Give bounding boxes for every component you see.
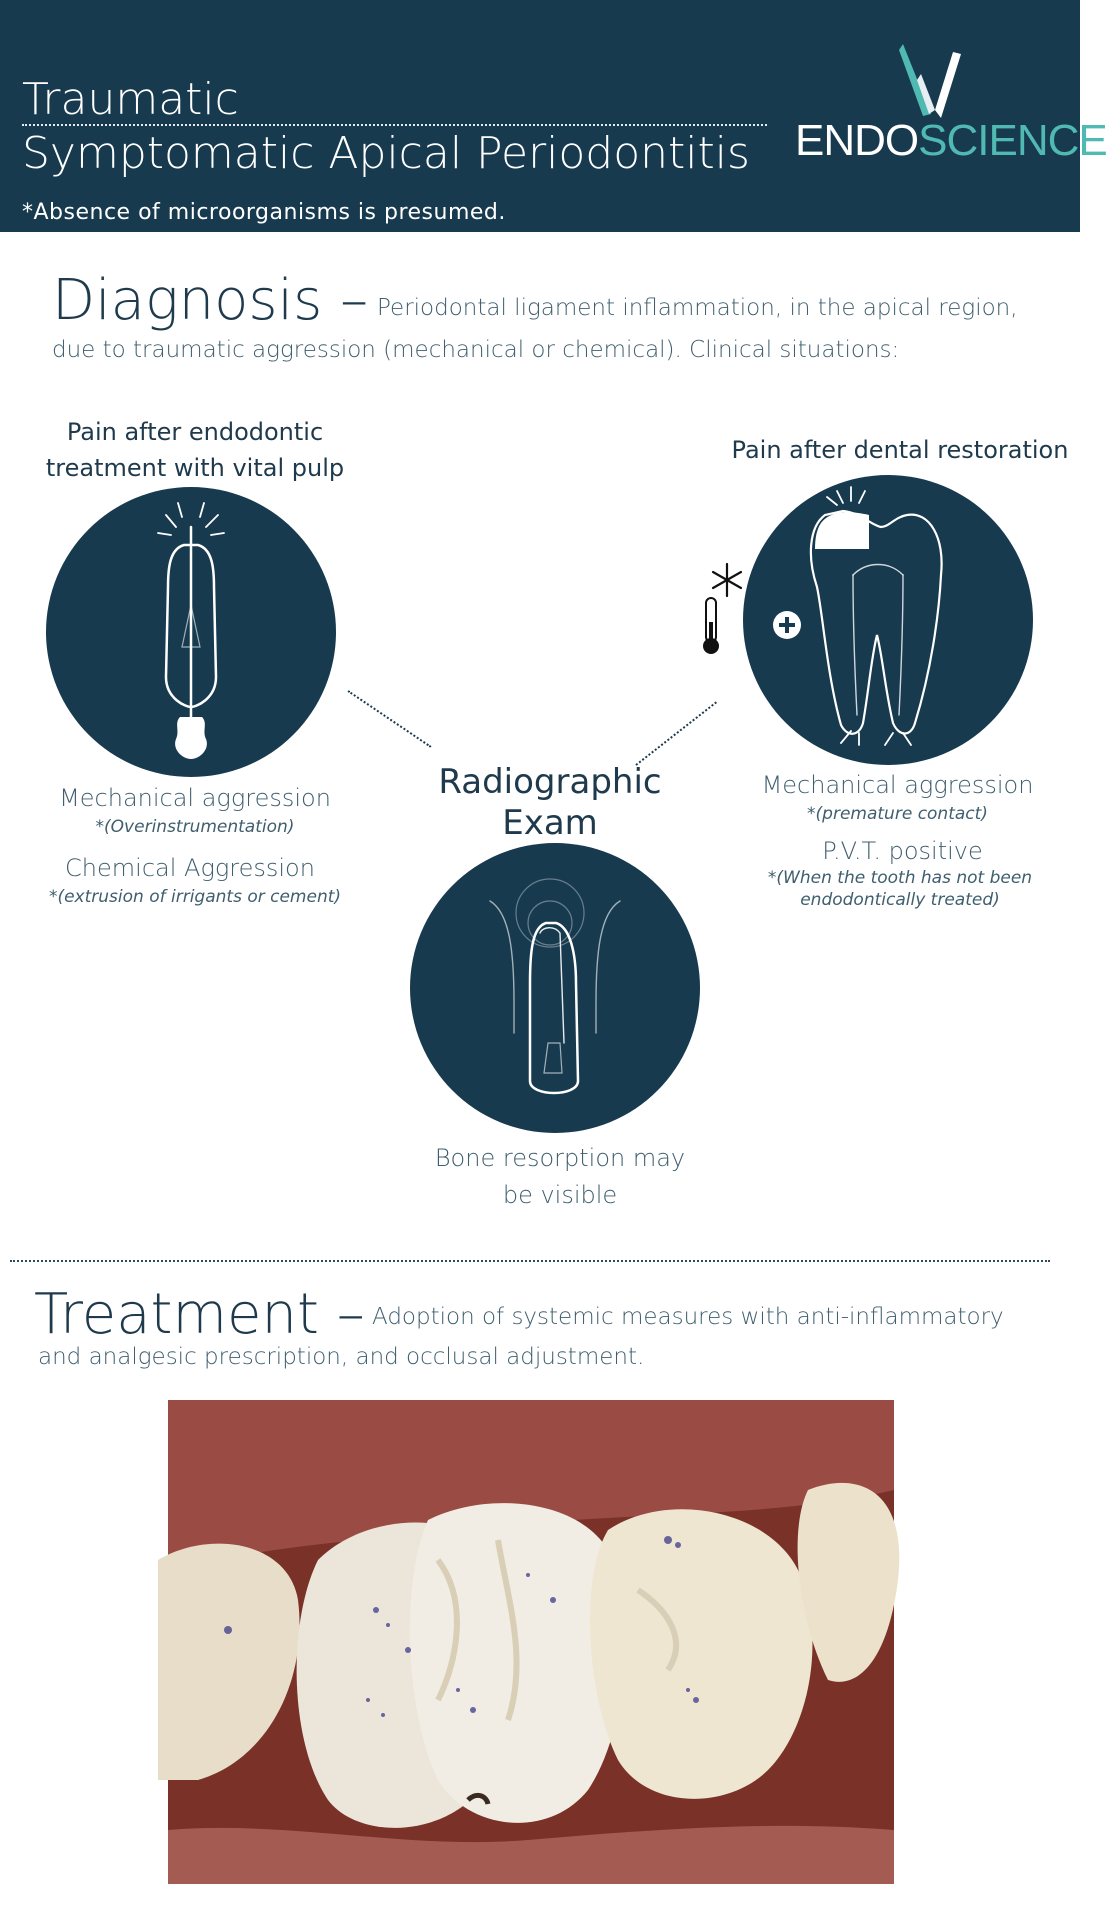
right-label-mechanical: Mechanical aggression: [761, 771, 1034, 799]
right-case-circle: [743, 475, 1033, 765]
clinical-photo: [168, 1400, 894, 1884]
thermometer-snowflake-group: [695, 560, 735, 660]
left-note-extrusion: *(extrusion of irrigants or cement): [48, 887, 342, 907]
logo-wordmark: [795, 116, 1107, 166]
right-note-line2: endodontically treated): [800, 889, 1000, 910]
left-label-mechanical: Mechanical aggression: [59, 784, 331, 812]
left-heading-line1: Pain after endodontic: [66, 418, 324, 446]
radiographic-caption: [420, 1140, 700, 1214]
radiographic-title-line1: Radiographic: [438, 762, 662, 802]
tooth-with-file-icon: [46, 487, 336, 777]
diagnosis-lead: Periodontal ligament inflammation, in the apical region,: [377, 295, 1018, 321]
right-case-heading: Pain after dental restoration: [731, 436, 1069, 464]
snowflake-icon: [713, 564, 741, 596]
diagnosis-continuation: due to traumatic aggression (mechanical or chemical). Clinical situations:: [52, 337, 900, 363]
occlusal-teeth-photo-illustration: [168, 1400, 894, 1884]
radiographic-caption-line1: Bone resorption may: [434, 1144, 686, 1172]
radiographic-title-line2: Exam: [502, 803, 598, 844]
header-banner: [0, 0, 1107, 232]
connector-right: [635, 701, 717, 765]
header-note: *Absence of microorganisms is presumed.: [22, 200, 506, 225]
plus-icon: [773, 611, 801, 639]
left-case-circle: [46, 487, 336, 777]
page-title-line1: Traumatic: [22, 74, 239, 125]
restored-molar-icon: [743, 475, 1033, 765]
treatment-lead: Adoption of systemic measures with anti-inflammatory: [372, 1304, 1004, 1330]
treatment-continuation: and analgesic prescription, and occlusal adjustment.: [38, 1344, 645, 1370]
treatment-title: Treatment –: [34, 1282, 365, 1347]
logo-part-endo: ENDO: [795, 116, 919, 165]
left-label-chemical: Chemical Aggression: [65, 854, 315, 882]
diagnosis-title: Diagnosis –: [52, 268, 369, 333]
right-note-pvt: [740, 868, 1060, 912]
radiographic-caption-line2: be visible: [502, 1181, 618, 1210]
right-note-line1: *(When the tooth has not been: [767, 868, 1033, 888]
radiographic-title: [400, 762, 700, 845]
title-divider: [22, 124, 767, 126]
endoscience-logo-icon: [895, 44, 965, 124]
connector-left: [347, 690, 431, 748]
thermometer-icon: [703, 598, 719, 654]
left-heading-line2: treatment with vital pulp: [45, 454, 345, 482]
right-label-pvt: P.V.T. positive: [822, 837, 983, 865]
page-title-line2: Symptomatic Apical Periodontitis: [22, 128, 750, 179]
left-case-heading: [30, 414, 360, 486]
right-note-premature: *(premature contact): [807, 804, 988, 824]
logo-part-science: SCIENCE: [918, 116, 1107, 165]
radiograph-tooth-icon: [410, 843, 700, 1133]
radiographic-circle: [410, 843, 700, 1133]
left-note-overinstrumentation: *(Overinstrumentation): [95, 817, 295, 837]
section-separator: [10, 1260, 1050, 1262]
